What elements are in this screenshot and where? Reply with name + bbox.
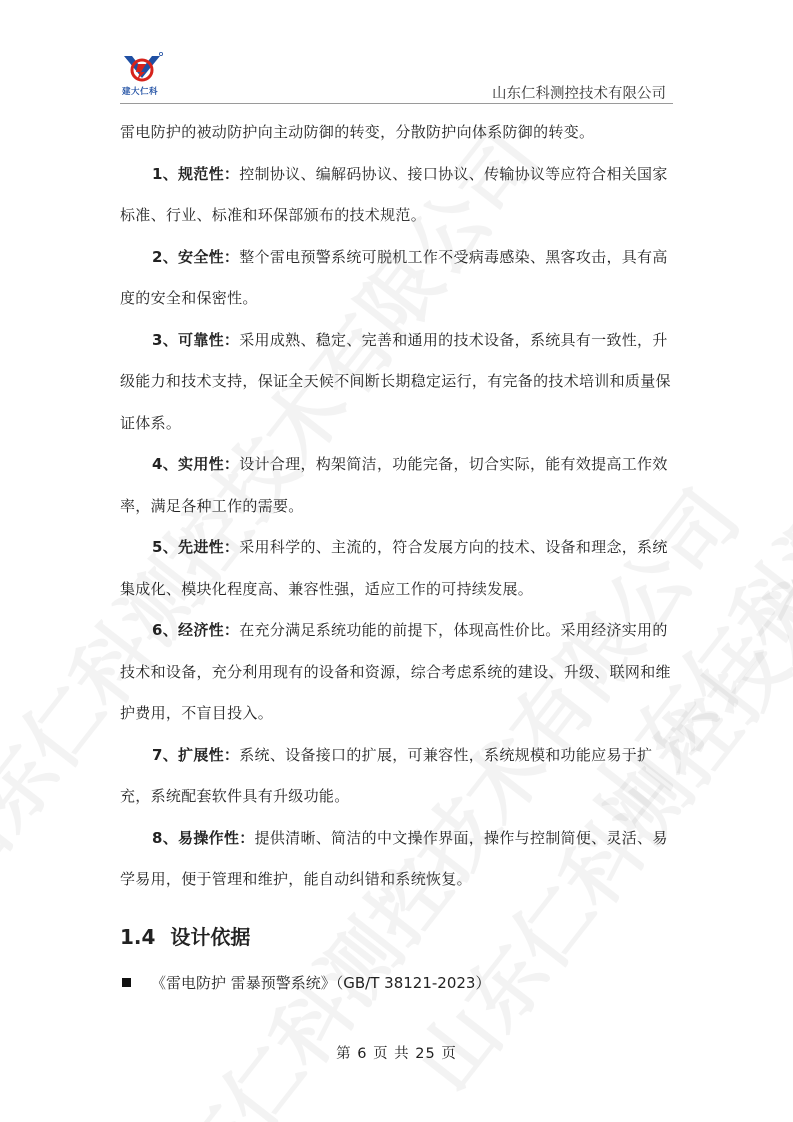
reference-text: 《雷电防护 雷暴预警系统》（GB/T 38121-2023）	[151, 973, 491, 992]
list-item	[120, 735, 674, 818]
item-label: 5、先进性：	[152, 538, 240, 556]
main-content	[120, 112, 674, 1003]
item-text: 采用科学的、主流的，符合发展方向的技术、设备和理念，系统集成化、模块化程度高、兼容性强，适应工作的可持续发展。	[120, 538, 668, 598]
item-label: 4、实用性：	[152, 455, 240, 473]
item-text: 系统、设备接口的扩展，可兼容性，系统规模和功能应易于扩充，系统配套软件具有升级功能。	[120, 745, 653, 805]
page-number: 第 6 页 共 25 页	[336, 1046, 457, 1062]
list-item	[120, 320, 674, 445]
item-label: 6、经济性：	[152, 621, 240, 639]
reference-bullet	[120, 963, 674, 1003]
item-label: 1、规范性：	[152, 164, 240, 183]
item-text: 设计合理，构架简洁，功能完备，切合实际，能有效提高工作效率，满足各种工作的需要。	[120, 455, 668, 515]
list-item	[120, 610, 674, 735]
list-item	[120, 818, 674, 901]
item-text: 采用成熟、稳定、完善和通用的技术设备，系统具有一致性，升级能力和技术支持，保证全天候不间断长期稳定运行，有完备的技术培训和质量保证体系。	[120, 330, 671, 432]
company-name: 山东仁科测控技术有限公司	[492, 86, 666, 102]
company-logo	[118, 50, 166, 96]
item-text: 在充分满足系统功能的前提下，体现高性价比。采用经济实用的技术和设备，充分利用现有的设备和资源，综合考虑系统的建设、升级、联网和维护费用，不盲目投入。	[120, 621, 671, 722]
intro-paragraph: 雷电防护的被动防护向主动防御的转变，分散防护向体系防御的转变。	[120, 123, 595, 141]
section-title: 设计依据	[170, 924, 251, 949]
item-label: 8、易操作性：	[152, 828, 255, 847]
square-bullet-icon	[122, 978, 131, 987]
item-label: 7、扩展性：	[152, 745, 240, 764]
list-item	[120, 444, 674, 527]
section-heading	[120, 915, 674, 959]
list-item	[120, 154, 674, 237]
header-divider	[120, 103, 673, 104]
item-text: 提供清晰、简洁的中文操作界面，操作与控制简便、灵活、易学易用，便于管理和维护，能自动纠错和系统恢复。	[120, 828, 668, 888]
logo-text: 建大仁科	[122, 87, 159, 97]
list-item	[120, 237, 674, 320]
item-label: 2、安全性：	[152, 247, 240, 266]
list-item	[120, 527, 674, 610]
section-number: 1.4	[120, 924, 156, 949]
item-text: 控制协议、编解码协议、接口协议、传输协议等应符合相关国家标准、行业、标准和环保部颁布的技术规范。	[120, 164, 668, 224]
item-text: 整个雷电预警系统可脱机工作不受病毒感染、黑客攻击，具有高度的安全和保密性。	[120, 247, 668, 307]
item-label: 3、可靠性：	[152, 330, 240, 349]
